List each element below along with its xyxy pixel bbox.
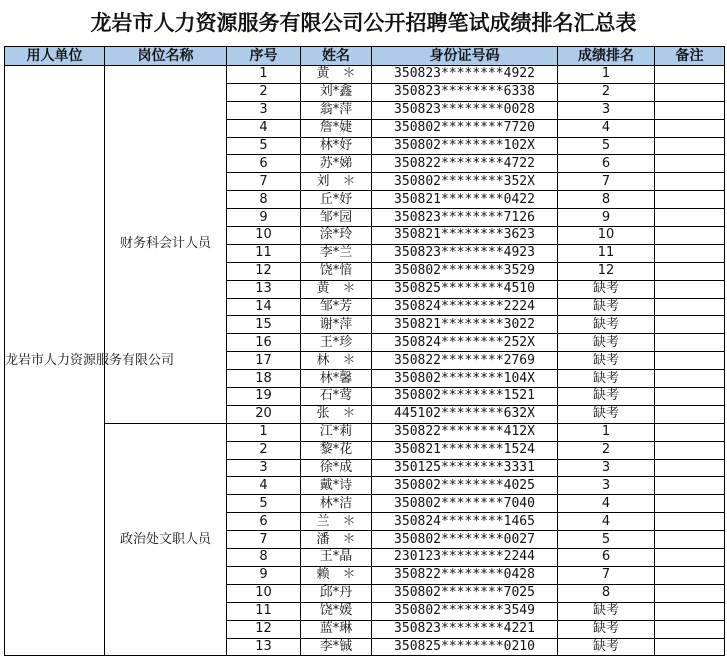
cell-rank[interactable]: 6: [558, 155, 655, 173]
cell-note[interactable]: [655, 531, 725, 549]
cell-note[interactable]: [655, 137, 725, 155]
cell-note[interactable]: [655, 549, 725, 567]
cell-note[interactable]: [655, 495, 725, 513]
cell-number[interactable]: 13: [227, 638, 301, 656]
cell-name[interactable]: 王*晶: [301, 549, 372, 567]
cell-id-number[interactable]: 350802********7040: [372, 495, 558, 513]
cell-rank[interactable]: 1: [558, 423, 655, 441]
cell-name[interactable]: 饶*媛: [301, 602, 372, 620]
cell-rank[interactable]: 缺考: [558, 370, 655, 388]
cell-id-number[interactable]: 350825********4510: [372, 280, 558, 298]
cell-id-number[interactable]: 350823********0028: [372, 101, 558, 119]
table-row: [5, 423, 725, 441]
cell-name[interactable]: 邹*园: [301, 209, 372, 227]
cell-name[interactable]: 邱*丹: [301, 584, 372, 602]
cell-rank[interactable]: 缺考: [558, 298, 655, 316]
cell-id-number[interactable]: 230123********2244: [372, 549, 558, 567]
cell-id-number[interactable]: 350822********4722: [372, 155, 558, 173]
cell-note[interactable]: [655, 101, 725, 119]
cell-number[interactable]: 7: [227, 173, 301, 191]
cell-note[interactable]: [655, 173, 725, 191]
cell-number[interactable]: 6: [227, 155, 301, 173]
header-note[interactable]: 备注: [655, 47, 725, 66]
cell-name[interactable]: 李*铖: [301, 638, 372, 656]
cell-note[interactable]: [655, 66, 725, 84]
cell-number[interactable]: 3: [227, 101, 301, 119]
cell-note[interactable]: [655, 334, 725, 352]
cell-name[interactable]: 赖 ＊: [301, 566, 372, 584]
cell-rank[interactable]: 缺考: [558, 334, 655, 352]
cell-position[interactable]: 政治处文职人员: [105, 423, 227, 656]
cell-id-number[interactable]: 350802********1521: [372, 388, 558, 406]
cell-name[interactable]: 林*妤: [301, 137, 372, 155]
cell-rank[interactable]: 缺考: [558, 280, 655, 298]
cell-name[interactable]: 戴*诗: [301, 477, 372, 495]
cell-name[interactable]: 蓝*琳: [301, 620, 372, 638]
cell-note[interactable]: [655, 423, 725, 441]
cell-name[interactable]: 江*莉: [301, 423, 372, 441]
cell-rank[interactable]: 7: [558, 566, 655, 584]
cell-name[interactable]: 黄 ＊: [301, 66, 372, 84]
cell-id-number[interactable]: 350125********3331: [372, 459, 558, 477]
cell-rank[interactable]: 4: [558, 513, 655, 531]
cell-number[interactable]: 19: [227, 388, 301, 406]
cell-rank[interactable]: 缺考: [558, 316, 655, 334]
cell-name[interactable]: 邹*芳: [301, 298, 372, 316]
cell-rank[interactable]: 6: [558, 549, 655, 567]
cell-rank[interactable]: 缺考: [558, 620, 655, 638]
cell-id-number[interactable]: 350821********0422: [372, 191, 558, 209]
cell-rank[interactable]: 2: [558, 441, 655, 459]
cell-name[interactable]: 翁*萍: [301, 101, 372, 119]
cell-number[interactable]: 10: [227, 227, 301, 245]
header-number[interactable]: 序号: [227, 47, 301, 66]
cell-id-number[interactable]: 350821********3623: [372, 227, 558, 245]
cell-number[interactable]: 1: [227, 66, 301, 84]
cell-number[interactable]: 12: [227, 262, 301, 280]
cell-number[interactable]: 18: [227, 370, 301, 388]
cell-name[interactable]: 张 ＊: [301, 405, 372, 423]
cell-note[interactable]: [655, 602, 725, 620]
cell-name[interactable]: 黎*花: [301, 441, 372, 459]
cell-number[interactable]: 11: [227, 602, 301, 620]
cell-rank[interactable]: 3: [558, 101, 655, 119]
cell-number[interactable]: 9: [227, 566, 301, 584]
cell-note[interactable]: [655, 244, 725, 262]
cell-position[interactable]: 财务科会计人员: [105, 66, 227, 424]
cell-number[interactable]: 14: [227, 298, 301, 316]
cell-name[interactable]: 詹*婕: [301, 119, 372, 137]
cell-id-number[interactable]: 350824********2224: [372, 298, 558, 316]
table-header: [5, 47, 725, 66]
cell-name[interactable]: 林*馨: [301, 370, 372, 388]
cell-note[interactable]: [655, 280, 725, 298]
cell-rank[interactable]: 9: [558, 209, 655, 227]
cell-note[interactable]: [655, 298, 725, 316]
cell-id-number[interactable]: 350802********0027: [372, 531, 558, 549]
cell-id-number[interactable]: 350823********6338: [372, 83, 558, 101]
cell-id-number[interactable]: 350802********7025: [372, 584, 558, 602]
cell-id-number[interactable]: 350825********0210: [372, 638, 558, 656]
cell-number[interactable]: 6: [227, 513, 301, 531]
header-employer[interactable]: 用人单位: [5, 47, 105, 66]
cell-name[interactable]: 饶*愔: [301, 262, 372, 280]
cell-note[interactable]: [655, 477, 725, 495]
cell-note[interactable]: [655, 370, 725, 388]
cell-rank[interactable]: 7: [558, 173, 655, 191]
cell-note[interactable]: [655, 155, 725, 173]
cell-name[interactable]: 林 ＊: [301, 352, 372, 370]
cell-name[interactable]: 苏*娣: [301, 155, 372, 173]
cell-employer[interactable]: 龙岩市人力资源服务有限公司: [5, 66, 105, 656]
cell-name[interactable]: 李*兰: [301, 244, 372, 262]
cell-id-number[interactable]: 350821********1524: [372, 441, 558, 459]
cell-note[interactable]: [655, 584, 725, 602]
cell-number[interactable]: 20: [227, 405, 301, 423]
cell-name[interactable]: 涂*玲: [301, 227, 372, 245]
cell-note[interactable]: [655, 620, 725, 638]
cell-id-number[interactable]: 350802********3549: [372, 602, 558, 620]
cell-id-number[interactable]: 350823********7126: [372, 209, 558, 227]
header-name[interactable]: 姓名: [301, 47, 372, 66]
cell-note[interactable]: [655, 119, 725, 137]
cell-number[interactable]: 4: [227, 119, 301, 137]
cell-name[interactable]: 谢*萍: [301, 316, 372, 334]
cell-id-number[interactable]: 350802********102X: [372, 137, 558, 155]
cell-note[interactable]: [655, 513, 725, 531]
cell-name[interactable]: 刘*鑫: [301, 83, 372, 101]
cell-name[interactable]: 兰 ＊: [301, 513, 372, 531]
cell-rank[interactable]: 缺考: [558, 602, 655, 620]
results-table: [4, 46, 725, 656]
cell-id-number[interactable]: 350802********104X: [372, 370, 558, 388]
cell-rank[interactable]: 5: [558, 531, 655, 549]
cell-number[interactable]: 5: [227, 137, 301, 155]
cell-name[interactable]: 王*珍: [301, 334, 372, 352]
header-position[interactable]: 岗位名称: [105, 47, 227, 66]
cell-rank[interactable]: 缺考: [558, 352, 655, 370]
cell-number[interactable]: 10: [227, 584, 301, 602]
cell-note[interactable]: [655, 227, 725, 245]
cell-rank[interactable]: 3: [558, 477, 655, 495]
cell-id-number[interactable]: 350823********4221: [372, 620, 558, 638]
cell-rank[interactable]: 缺考: [558, 638, 655, 656]
cell-id-number[interactable]: 350802********352X: [372, 173, 558, 191]
cell-note[interactable]: [655, 388, 725, 406]
cell-number[interactable]: 1: [227, 423, 301, 441]
cell-id-number[interactable]: 350802********7720: [372, 119, 558, 137]
cell-id-number[interactable]: 350822********2769: [372, 352, 558, 370]
table-row: [5, 66, 725, 84]
cell-note[interactable]: [655, 405, 725, 423]
cell-note[interactable]: [655, 316, 725, 334]
cell-rank[interactable]: 4: [558, 495, 655, 513]
cell-rank[interactable]: 3: [558, 459, 655, 477]
cell-id-number[interactable]: 350823********4923: [372, 244, 558, 262]
cell-id-number[interactable]: 445102********632X: [372, 405, 558, 423]
cell-number[interactable]: 5: [227, 495, 301, 513]
cell-note[interactable]: [655, 441, 725, 459]
cell-rank[interactable]: 缺考: [558, 405, 655, 423]
cell-number[interactable]: 7: [227, 531, 301, 549]
cell-name[interactable]: 石*莺: [301, 388, 372, 406]
cell-id-number[interactable]: 350823********4922: [372, 66, 558, 84]
cell-rank[interactable]: 12: [558, 262, 655, 280]
cell-note[interactable]: [655, 209, 725, 227]
cell-number[interactable]: 3: [227, 459, 301, 477]
cell-id-number[interactable]: 350822********412X: [372, 423, 558, 441]
cell-number[interactable]: 12: [227, 620, 301, 638]
cell-rank[interactable]: 缺考: [558, 388, 655, 406]
cell-name[interactable]: 林*洁: [301, 495, 372, 513]
cell-note[interactable]: [655, 262, 725, 280]
cell-name[interactable]: 刘 ＊: [301, 173, 372, 191]
cell-number[interactable]: 2: [227, 441, 301, 459]
cell-rank[interactable]: 5: [558, 137, 655, 155]
cell-note[interactable]: [655, 566, 725, 584]
cell-rank[interactable]: 2: [558, 83, 655, 101]
cell-id-number[interactable]: 350824********1465: [372, 513, 558, 531]
cell-number[interactable]: 16: [227, 334, 301, 352]
header-id-number[interactable]: 身份证号码: [372, 47, 558, 66]
cell-name[interactable]: 黄 ＊: [301, 280, 372, 298]
cell-rank[interactable]: 4: [558, 119, 655, 137]
cell-number[interactable]: 17: [227, 352, 301, 370]
cell-rank[interactable]: 11: [558, 244, 655, 262]
cell-number[interactable]: 9: [227, 209, 301, 227]
cell-id-number[interactable]: 350822********0428: [372, 566, 558, 584]
cell-name[interactable]: 潘 ＊: [301, 531, 372, 549]
cell-rank[interactable]: 1: [558, 66, 655, 84]
cell-note[interactable]: [655, 83, 725, 101]
cell-number[interactable]: 8: [227, 549, 301, 567]
cell-note[interactable]: [655, 638, 725, 656]
cell-number[interactable]: 2: [227, 83, 301, 101]
cell-id-number[interactable]: 350802********3529: [372, 262, 558, 280]
table-body: [5, 66, 725, 656]
cell-name[interactable]: 丘*妤: [301, 191, 372, 209]
cell-rank[interactable]: 8: [558, 191, 655, 209]
cell-number[interactable]: 13: [227, 280, 301, 298]
cell-note[interactable]: [655, 352, 725, 370]
cell-id-number[interactable]: 350821********3022: [372, 316, 558, 334]
cell-id-number[interactable]: 350802********4025: [372, 477, 558, 495]
cell-name[interactable]: 徐*成: [301, 459, 372, 477]
cell-number[interactable]: 4: [227, 477, 301, 495]
cell-note[interactable]: [655, 459, 725, 477]
cell-number[interactable]: 8: [227, 191, 301, 209]
cell-id-number[interactable]: 350824********252X: [372, 334, 558, 352]
cell-rank[interactable]: 10: [558, 227, 655, 245]
page-title: 龙岩市人力资源服务有限公司公开招聘笔试成绩排名汇总表: [90, 11, 637, 35]
cell-number[interactable]: 11: [227, 244, 301, 262]
header-rank[interactable]: 成绩排名: [558, 47, 655, 66]
cell-note[interactable]: [655, 191, 725, 209]
cell-number[interactable]: 15: [227, 316, 301, 334]
cell-rank[interactable]: 8: [558, 584, 655, 602]
